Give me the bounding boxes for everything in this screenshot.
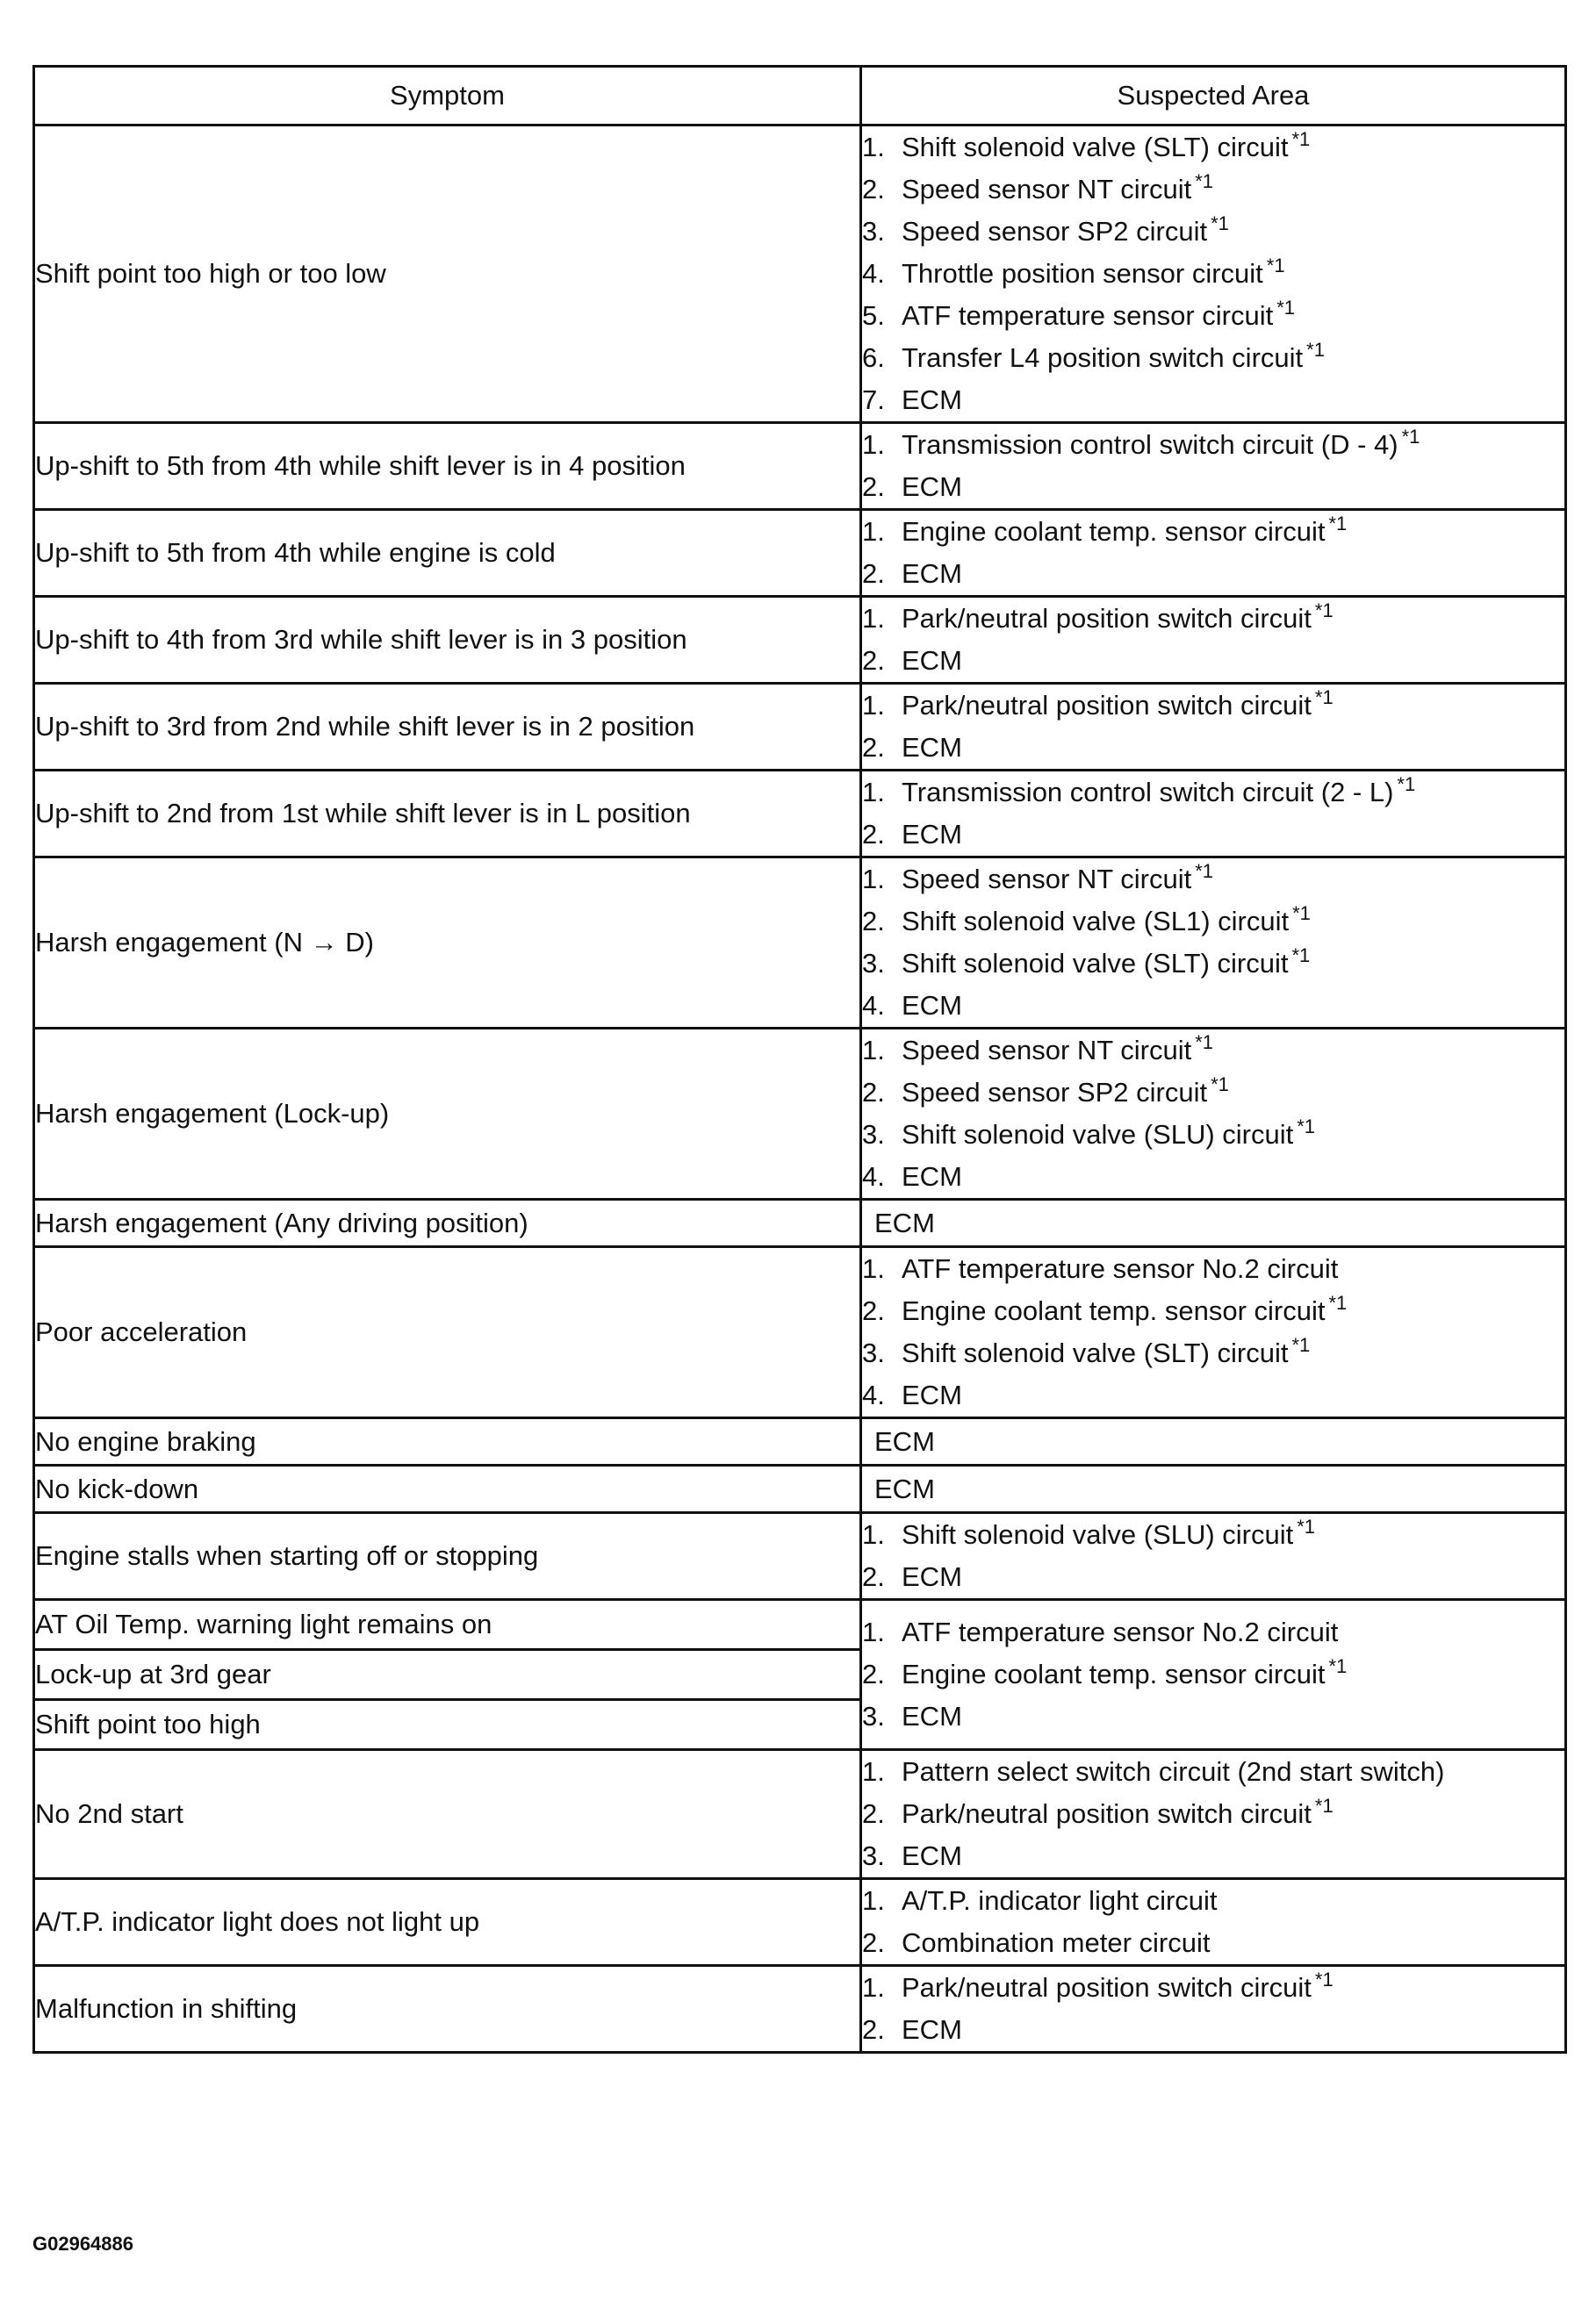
suspected-area-cell xyxy=(861,423,1566,510)
item-text: ECM xyxy=(902,1380,962,1410)
symptom-cell: A/T.P. indicator light does not light up xyxy=(34,1879,861,1966)
table-row xyxy=(34,1466,1566,1513)
suspected-area-item xyxy=(862,1967,1564,2009)
item-number: 2. xyxy=(862,471,885,502)
suspected-area-list xyxy=(862,1029,1564,1198)
item-number: 2. xyxy=(862,819,885,850)
item-text: Park/neutral position switch circuit xyxy=(902,603,1312,634)
item-number: 1. xyxy=(862,516,885,547)
item-number: 2. xyxy=(862,1798,885,1829)
suspected-area-item xyxy=(862,337,1564,379)
symptom-cell: No engine braking xyxy=(34,1418,861,1466)
item-text: Shift solenoid valve (SLU) circuit xyxy=(902,1519,1294,1550)
item-number: 7. xyxy=(862,384,885,415)
suspected-area-item xyxy=(862,900,1564,943)
suspected-area-cell xyxy=(861,1513,1566,1600)
symptom-cell: No kick-down xyxy=(34,1466,861,1513)
suspected-area-list xyxy=(862,598,1564,682)
footnote-marker: *1 xyxy=(1291,128,1311,150)
item-text: ECM xyxy=(902,1161,962,1192)
footnote-marker: *1 xyxy=(1328,1292,1348,1314)
suspected-area-item xyxy=(862,211,1564,253)
item-text: ECM xyxy=(902,2014,962,2045)
suspected-area-item xyxy=(862,1835,1564,1877)
table-row xyxy=(34,1247,1566,1418)
suspected-area-item xyxy=(862,126,1564,169)
footnote-marker: *1 xyxy=(1276,297,1296,319)
suspected-area-item xyxy=(862,379,1564,421)
footnote-marker: *1 xyxy=(1314,1969,1334,1990)
table-row xyxy=(34,1600,1566,1650)
suspected-area-item xyxy=(862,685,1564,727)
suspected-area-item xyxy=(862,466,1564,508)
suspected-area-list xyxy=(862,1967,1564,2051)
item-text: ECM xyxy=(902,819,962,850)
symptom-cell: Up-shift to 5th from 4th while engine is cold xyxy=(34,510,861,597)
item-text: ATF temperature sensor No.2 circuit xyxy=(902,1617,1339,1647)
symptom-cell: Engine stalls when starting off or stopping xyxy=(34,1513,861,1600)
item-number: 1. xyxy=(862,1972,885,2003)
item-number: 2. xyxy=(862,1659,885,1689)
suspected-area-item xyxy=(862,1156,1564,1198)
suspected-area-item xyxy=(862,727,1564,769)
item-number: 2. xyxy=(862,174,885,204)
suspected-area-cell xyxy=(861,510,1566,597)
suspected-area-item xyxy=(862,1556,1564,1598)
suspected-area-cell xyxy=(861,1466,1566,1513)
suspected-area-cell xyxy=(861,1247,1566,1418)
symptom-cell: Up-shift to 3rd from 2nd while shift lever is in 2 position xyxy=(34,684,861,771)
item-number: 1. xyxy=(862,603,885,634)
item-text: Park/neutral position switch circuit xyxy=(902,1972,1312,2003)
suspected-area-cell xyxy=(861,771,1566,857)
item-text: Park/neutral position switch circuit xyxy=(902,690,1312,721)
symptom-cell: Up-shift to 2nd from 1st while shift lever is in L position xyxy=(34,771,861,857)
item-text: Engine coolant temp. sensor circuit xyxy=(902,1295,1326,1326)
figure-id: G02964886 xyxy=(32,2233,133,2255)
item-text: ATF temperature sensor No.2 circuit xyxy=(902,1253,1339,1284)
item-number: 1. xyxy=(862,1756,885,1787)
suspected-area-text: ECM xyxy=(874,1425,935,1457)
suspected-area-item xyxy=(862,169,1564,211)
item-number: 6. xyxy=(862,342,885,373)
item-number: 5. xyxy=(862,300,885,331)
item-text: Engine coolant temp. sensor circuit xyxy=(902,1659,1326,1689)
suspected-area-list xyxy=(862,1611,1564,1738)
suspected-area-text: ECM xyxy=(874,1207,935,1238)
table-row xyxy=(34,1418,1566,1466)
symptom-cell: Up-shift to 5th from 4th while shift lever is in 4 position xyxy=(34,423,861,510)
suspected-area-item xyxy=(862,985,1564,1027)
suspected-area-item xyxy=(862,1880,1564,1922)
suspected-area-item xyxy=(862,1514,1564,1556)
suspected-area-item xyxy=(862,1696,1564,1738)
symptom-cell: Shift point too high or too low xyxy=(34,126,861,423)
item-number: 1. xyxy=(862,1519,885,1550)
item-number: 1. xyxy=(862,132,885,162)
item-number: 3. xyxy=(862,1119,885,1150)
item-text: Speed sensor SP2 circuit xyxy=(902,1077,1208,1108)
suspected-area-list xyxy=(862,424,1564,508)
footnote-marker: *1 xyxy=(1297,1516,1316,1538)
suspected-area-item xyxy=(862,1248,1564,1290)
item-number: 1. xyxy=(862,777,885,807)
suspected-area-item xyxy=(862,2009,1564,2051)
symptom-cell: Shift point too high xyxy=(34,1700,861,1750)
suspected-area-list xyxy=(862,1248,1564,1417)
suspected-area-list xyxy=(862,511,1564,595)
suspected-area-list xyxy=(862,1514,1564,1598)
suspected-area-list xyxy=(862,685,1564,769)
table-header-row xyxy=(34,67,1566,126)
suspected-area-cell xyxy=(861,1879,1566,1966)
item-text: Throttle position sensor circuit xyxy=(902,258,1263,289)
suspected-area-item xyxy=(862,1653,1564,1696)
suspected-area-item xyxy=(862,1374,1564,1417)
suspected-area-item xyxy=(862,1290,1564,1332)
table-row xyxy=(34,126,1566,423)
suspected-area-item xyxy=(862,1114,1564,1156)
table-row xyxy=(34,1966,1566,2053)
suspected-area-item xyxy=(862,640,1564,682)
item-number: 2. xyxy=(862,1295,885,1326)
item-number: 1. xyxy=(862,690,885,721)
suspected-area-item xyxy=(862,598,1564,640)
item-text: Park/neutral position switch circuit xyxy=(902,1798,1312,1829)
table-row xyxy=(34,1200,1566,1247)
item-number: 2. xyxy=(862,1561,885,1592)
footnote-marker: *1 xyxy=(1292,902,1311,924)
footnote-marker: *1 xyxy=(1297,1115,1316,1137)
item-number: 2. xyxy=(862,1927,885,1958)
table-row xyxy=(34,1879,1566,1966)
item-text: Shift solenoid valve (SLU) circuit xyxy=(902,1119,1294,1150)
item-number: 1. xyxy=(862,1035,885,1065)
suspected-area-item xyxy=(862,858,1564,900)
item-number: 4. xyxy=(862,1380,885,1410)
table-row xyxy=(34,597,1566,684)
item-number: 3. xyxy=(862,1338,885,1368)
item-text: ATF temperature sensor circuit xyxy=(902,300,1274,331)
item-number: 1. xyxy=(862,1617,885,1647)
footnote-marker: *1 xyxy=(1314,1795,1334,1817)
item-text: ECM xyxy=(902,645,962,676)
symptom-cell: Malfunction in shifting xyxy=(34,1966,861,2053)
suspected-area-item xyxy=(862,424,1564,466)
footnote-marker: *1 xyxy=(1211,212,1229,234)
suspected-area-cell xyxy=(861,1418,1566,1466)
item-number: 4. xyxy=(862,990,885,1021)
footnote-marker: *1 xyxy=(1328,1655,1348,1677)
suspected-area-item xyxy=(862,1751,1564,1793)
table-row xyxy=(34,771,1566,857)
item-number: 1. xyxy=(862,864,885,894)
item-text: ECM xyxy=(902,1840,962,1871)
item-text: ECM xyxy=(902,558,962,589)
suspected-area-list xyxy=(862,858,1564,1027)
suspected-area-list xyxy=(862,1751,1564,1877)
column-header-symptom: Symptom xyxy=(34,67,861,126)
suspected-area-item xyxy=(862,1029,1564,1072)
suspected-area-cell xyxy=(861,1200,1566,1247)
footnote-marker: *1 xyxy=(1291,944,1311,966)
item-number: 1. xyxy=(862,1253,885,1284)
item-number: 2. xyxy=(862,558,885,589)
footnote-marker: *1 xyxy=(1397,773,1416,795)
suspected-area-list xyxy=(862,1880,1564,1964)
item-number: 2. xyxy=(862,1077,885,1108)
suspected-area-item xyxy=(862,1922,1564,1964)
suspected-area-item xyxy=(862,253,1564,295)
suspected-area-item xyxy=(862,943,1564,985)
item-number: 2. xyxy=(862,645,885,676)
suspected-area-cell xyxy=(861,597,1566,684)
item-number: 3. xyxy=(862,1701,885,1732)
symptom-cell: No 2nd start xyxy=(34,1750,861,1879)
footnote-marker: *1 xyxy=(1195,1031,1214,1053)
column-header-suspected-area: Suspected Area xyxy=(861,67,1566,126)
item-text: Shift solenoid valve (SL1) circuit xyxy=(902,906,1290,936)
table-row xyxy=(34,1750,1566,1879)
item-text: Shift solenoid valve (SLT) circuit xyxy=(902,948,1289,979)
item-text: Engine coolant temp. sensor circuit xyxy=(902,516,1326,547)
symptom-cell: Harsh engagement (Any driving position) xyxy=(34,1200,861,1247)
suspected-area-cell xyxy=(861,1750,1566,1879)
footnote-marker: *1 xyxy=(1211,1073,1229,1095)
item-text: Transmission control switch circuit (2 - L) xyxy=(902,777,1394,807)
item-number: 2. xyxy=(862,2014,885,2045)
item-number: 3. xyxy=(862,948,885,979)
symptom-cell: Lock-up at 3rd gear xyxy=(34,1650,861,1700)
item-text: ECM xyxy=(902,471,962,502)
item-text: A/T.P. indicator light circuit xyxy=(902,1885,1218,1916)
item-text: Shift solenoid valve (SLT) circuit xyxy=(902,1338,1289,1368)
suspected-area-item xyxy=(862,771,1564,814)
item-text: Speed sensor NT circuit xyxy=(902,864,1192,894)
item-number: 4. xyxy=(862,258,885,289)
suspected-area-item xyxy=(862,1072,1564,1114)
item-text: Shift solenoid valve (SLT) circuit xyxy=(902,132,1289,162)
item-number: 3. xyxy=(862,1840,885,1871)
suspected-area-cell xyxy=(861,684,1566,771)
footnote-marker: *1 xyxy=(1266,255,1285,276)
item-text: ECM xyxy=(902,732,962,763)
footnote-marker: *1 xyxy=(1314,686,1334,708)
item-number: 1. xyxy=(862,429,885,460)
item-number: 2. xyxy=(862,732,885,763)
suspected-area-item xyxy=(862,1332,1564,1374)
table-body xyxy=(34,126,1566,2053)
suspected-area-item xyxy=(862,295,1564,337)
suspected-area-cell xyxy=(861,1029,1566,1200)
table-row xyxy=(34,1029,1566,1200)
table-row xyxy=(34,857,1566,1029)
item-text: ECM xyxy=(902,1701,962,1732)
suspected-area-item xyxy=(862,1793,1564,1835)
item-number: 1. xyxy=(862,1885,885,1916)
suspected-area-cell xyxy=(861,1600,1566,1750)
item-text: ECM xyxy=(902,990,962,1021)
symptom-cell: Harsh engagement (N → D) xyxy=(34,857,861,1029)
item-text: Combination meter circuit xyxy=(902,1927,1211,1958)
item-text: Transfer L4 position switch circuit xyxy=(902,342,1304,373)
item-text: ECM xyxy=(902,1561,962,1592)
symptom-cell: Harsh engagement (Lock-up) xyxy=(34,1029,861,1200)
symptom-cell: Up-shift to 4th from 3rd while shift lever is in 3 position xyxy=(34,597,861,684)
table-row xyxy=(34,510,1566,597)
suspected-area-cell xyxy=(861,857,1566,1029)
footnote-marker: *1 xyxy=(1314,599,1334,621)
suspected-area-cell xyxy=(861,1966,1566,2053)
footnote-marker: *1 xyxy=(1291,1334,1311,1356)
suspected-area-item xyxy=(862,511,1564,553)
symptom-cell: AT Oil Temp. warning light remains on xyxy=(34,1600,861,1650)
item-number: 2. xyxy=(862,906,885,936)
suspected-area-item xyxy=(862,1611,1564,1653)
item-number: 3. xyxy=(862,216,885,247)
item-text: Pattern select switch circuit (2nd start switch) xyxy=(902,1756,1445,1787)
item-text: Speed sensor NT circuit xyxy=(902,174,1192,204)
symptom-cell: Poor acceleration xyxy=(34,1247,861,1418)
item-text: Transmission control switch circuit (D - 4) xyxy=(902,429,1398,460)
footnote-marker: *1 xyxy=(1328,513,1348,534)
table-row xyxy=(34,684,1566,771)
footnote-marker: *1 xyxy=(1195,170,1214,192)
table-row xyxy=(34,1513,1566,1600)
item-number: 4. xyxy=(862,1161,885,1192)
suspected-area-list xyxy=(862,771,1564,856)
suspected-area-list xyxy=(862,126,1564,421)
suspected-area-cell xyxy=(861,126,1566,423)
symptom-table xyxy=(32,65,1567,2054)
footnote-marker: *1 xyxy=(1401,426,1420,448)
suspected-area-item xyxy=(862,553,1564,595)
footnote-marker: *1 xyxy=(1306,339,1325,361)
item-text: Speed sensor NT circuit xyxy=(902,1035,1192,1065)
table-row xyxy=(34,423,1566,510)
item-text: Speed sensor SP2 circuit xyxy=(902,216,1208,247)
item-text: ECM xyxy=(902,384,962,415)
suspected-area-text: ECM xyxy=(874,1473,935,1504)
suspected-area-item xyxy=(862,814,1564,856)
footnote-marker: *1 xyxy=(1195,860,1214,882)
